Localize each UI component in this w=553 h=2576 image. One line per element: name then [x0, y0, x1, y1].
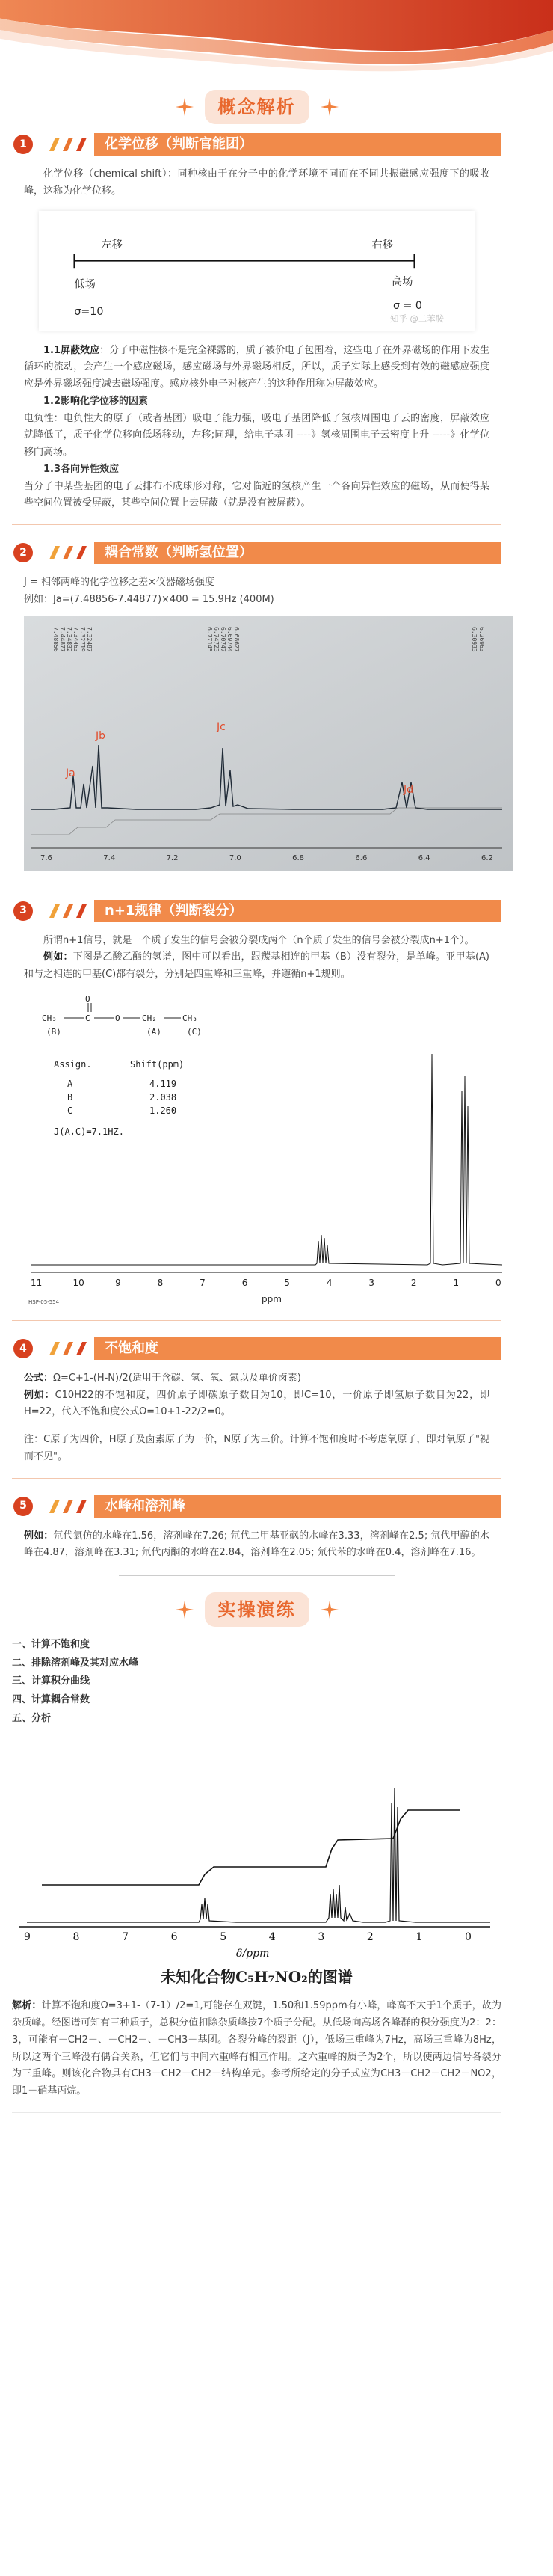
axis-label: δ/ppm [236, 1948, 270, 1960]
ethyl-acetate-nmr [24, 993, 501, 1308]
axis-tick-label: 6 [241, 1277, 248, 1288]
axis-tick-label: 4 [268, 1931, 276, 1944]
section-title: 耦合常数（判断氢位置） [94, 542, 501, 564]
svg-text:CH₃: CH₃ [182, 1013, 197, 1023]
label-ja: Ja [66, 767, 75, 779]
shift-cell: 2.038 [149, 1091, 177, 1103]
step-item: 四、计算耦合常数 [12, 1694, 90, 1706]
peak-shift-label: 7.32487 [86, 626, 93, 652]
axis-tick-label: 7 [122, 1931, 129, 1944]
section-bar [12, 900, 501, 922]
peak-shift-label: 7.44877 [59, 626, 66, 652]
section-bar [12, 1495, 501, 1518]
structure-label-b: (B) [46, 1026, 61, 1037]
axis-tick-label: 8 [157, 1277, 164, 1288]
svg-text:CH₃: CH₃ [42, 1013, 57, 1023]
unknown-compound-spectrum [12, 1735, 501, 1960]
axis-tick-label: 2 [366, 1931, 374, 1944]
anisotropy-title: 1.3各向异性效应 [43, 463, 120, 475]
banner-waves [0, 0, 553, 82]
unsaturation-formula: 公式：Ω=C+1-(H-N)/2(适用于含碳、氢、氧、氮以及单价卤素) [24, 1372, 301, 1384]
step-item: 五、分析 [12, 1712, 52, 1724]
axis-tick-label: 0 [465, 1931, 472, 1944]
axis-tick-label: 5 [220, 1931, 227, 1944]
section-chemical-shift [12, 133, 501, 512]
axis-tick-label: 8 [72, 1931, 80, 1944]
coupling-value: J(A,C)=7.1HZ. [54, 1126, 124, 1137]
section-number: 3 [13, 901, 33, 921]
step-item: 二、排除溶剂峰及其对应水峰 [12, 1657, 139, 1669]
right-shift-label: 右移 [371, 239, 393, 251]
slashes-icon [43, 1340, 90, 1357]
shielding-effect-text: 1.1屏蔽效应：分子中磁性核不是完全裸露的，质子被价电子包围着，这些电子在外界磁场的作用下发生循环的流动，会产生一个感应磁场，感应磁场与外界磁场相反，所以，质子实际上感受到有效的磁感应强度应是外界磁场强度减去磁场强度。感应核外电子对核产生的这种作用称为屏蔽效应。 [24, 344, 489, 390]
axis-tick-label: 3 [318, 1931, 325, 1944]
axis-label: ppm [262, 1293, 282, 1304]
axis-tick-label: 10 [72, 1277, 84, 1288]
sigma-high-label: σ = 0 [392, 299, 422, 312]
peak-shift-label: 7.48856 [52, 626, 59, 652]
peak-shift-label: 7.34463 [72, 626, 79, 652]
practice-header [0, 1592, 513, 1627]
section-number: 2 [13, 543, 33, 562]
axis-ticks [24, 1931, 472, 1943]
slashes-icon [43, 1498, 90, 1515]
sigma-low-label: σ=10 [74, 305, 104, 318]
coupling-definition: J = 相邻两峰的化学位移之差×仪器磁场强度 [24, 577, 214, 588]
axis-tick-label: 1 [415, 1931, 423, 1944]
concept-header [0, 90, 513, 124]
unknown-spectrum [12, 1735, 501, 1960]
high-field-label: 高场 [392, 275, 413, 288]
svg-text:C: C [85, 1013, 90, 1023]
shift-direction-figure [39, 211, 475, 331]
section-number: 4 [13, 1339, 33, 1358]
peak-shift-label: 7.32719 [79, 626, 86, 652]
unsaturation-example: 例如：C10H22的不饱和度，四价原子即碳原子数目为10，即C=10，一价原子即氢原子数目为22，即H=22，代入不饱和度公式Ω=10+1-22/2=0。 [24, 1389, 489, 1418]
section-number: 1 [13, 135, 33, 154]
slashes-icon [43, 545, 90, 561]
chemical-shift-intro: 化学位移（chemical shift）：同种核由于在分子中的化学环境不同而在不同共振磁感应强度下的吸收峰，这称为化学位移。 [24, 168, 489, 197]
axis-tick-label: 6.4 [418, 853, 430, 862]
shift-header: Shift(ppm) [130, 1058, 185, 1070]
section-bar [12, 542, 501, 564]
structure-label-a: (A) [146, 1026, 161, 1037]
axis-tick-label: 4 [326, 1277, 333, 1288]
assign-cell: A [67, 1078, 73, 1089]
axis-tick-label: 9 [24, 1931, 31, 1944]
peak-shift-label: 6.69744 [226, 626, 233, 652]
section-unsaturation [12, 1337, 501, 1466]
axis-tick-label: 3 [368, 1277, 375, 1288]
peak-shift-label: 6.77145 [206, 626, 213, 652]
peak-labels-group1 [52, 627, 93, 652]
ethyl-acetate-spectrum [24, 994, 513, 1308]
sparkle-icon [320, 97, 339, 117]
coupling-example: 例如：Ja=(7.48856-7.44877)×400 = 15.9Hz (400M) [24, 593, 274, 605]
top-banner [0, 0, 513, 82]
peak-shift-label: 6.30933 [471, 626, 478, 652]
peak-shift-label: 7.34832 [66, 626, 72, 652]
axis-tick-label: 11 [31, 1277, 43, 1288]
factors-title: 1.2影响化学位移的因素 [43, 395, 149, 407]
structure-label-c: (C) [187, 1026, 202, 1037]
axis-tick-label: 6 [170, 1931, 178, 1944]
peak-shift-label: 6.74723 [213, 626, 220, 652]
axis-tick-label: 6.8 [292, 853, 305, 862]
divider [12, 1478, 501, 1479]
n1-example: 例如：下图是乙酸乙酯的氢谱，图中可以看出，跟羰基相连的甲基（B）没有裂分，是单峰。亚甲基(A)和与之相连的甲基(C)都有裂分，分别是四重峰和三重峰，并遵循n+1规则。 [24, 951, 489, 980]
shift-cell: 1.260 [149, 1105, 177, 1116]
axis-tick-label: 1 [453, 1277, 460, 1288]
section-title: n+1规律（判断裂分） [94, 900, 501, 922]
coupling-spectrum-photo [24, 616, 493, 871]
peak-labels-group3 [471, 627, 485, 652]
n1-definition: 所谓n+1信号，就是一个质子发生的信号会被分裂成两个（n个质子发生的信号会被分裂成n+1个）。 [43, 934, 475, 946]
step-item: 三、计算积分曲线 [12, 1675, 90, 1687]
axis-tick-label: 2 [410, 1277, 417, 1288]
spectrum-caption: 未知化合物C₅H₇NO₂的图谱 [161, 1968, 353, 1987]
slashes-icon [43, 136, 90, 153]
axis-tick-label: 7.4 [103, 853, 116, 862]
svg-text:O: O [115, 1013, 120, 1023]
section-bar [12, 133, 501, 156]
step-item: 一、计算不饱和度 [12, 1639, 90, 1650]
section-title: 水峰和溶剂峰 [94, 1495, 501, 1518]
section-number: 5 [13, 1497, 33, 1516]
solvent-example: 例如：氘代氯仿的水峰在1.56，溶剂峰在7.26; 氘代二甲基亚砜的水峰在3.33，溶剂峰在2.5; 氘代甲醇的水峰在4.87，溶剂峰在3.31; 氘代丙酮的水峰在2.84，溶剂峰在2.05; 氘代苯的水峰在0.4，溶剂峰在7.16。 [24, 1530, 489, 1559]
axis-tick-label: 7.6 [40, 853, 52, 862]
section-bar [12, 1337, 501, 1360]
coupling-spectrum [24, 616, 513, 871]
sparkle-icon [175, 1600, 194, 1619]
svg-text:O: O [85, 993, 90, 1004]
axis-tick-label: 7.2 [166, 853, 179, 862]
spectrum-peaks [27, 1788, 490, 1922]
label-jc: Jc [217, 720, 226, 733]
spectrum-code: HSP-05-554 [28, 1298, 60, 1305]
sparkle-icon [175, 97, 194, 117]
section-coupling-constant [12, 542, 501, 871]
watermark: 知乎 @二苯胺 [390, 313, 444, 324]
peak-labels-group2 [206, 627, 240, 652]
axis-tick-label: 9 [115, 1277, 121, 1288]
low-field-label: 低场 [74, 278, 96, 291]
sparkle-icon [320, 1600, 339, 1619]
shift-cell: 4.119 [149, 1078, 177, 1089]
assign-header: Assign. [54, 1058, 92, 1070]
peak-shift-label: 6.68627 [233, 626, 240, 652]
bottom-line [12, 2112, 501, 2113]
practice-steps [0, 1636, 513, 1728]
section-n1-rule [12, 900, 501, 1308]
section-title: 不饱和度 [94, 1337, 501, 1360]
axis-tick-label: 5 [284, 1277, 290, 1288]
peak-shift-label: 6.70747 [220, 626, 226, 652]
left-shift-label: 左移 [101, 239, 123, 251]
practice-title: 实操演练 [205, 1592, 309, 1627]
axis-tick-label: 7.0 [229, 853, 241, 862]
divider [12, 524, 501, 525]
axis-tick-label: 6.6 [355, 853, 368, 862]
assign-cell: B [67, 1091, 73, 1103]
section-end-line [119, 1575, 395, 1576]
axis-tick-label: 6.2 [481, 853, 493, 862]
anisotropy-text: 当分子中某些基团的电子云排布不成球形对称，它对临近的氢核产生一个各向异性效应的磁场，从而使得某些空间位置被受屏蔽，某些空间位置上去屏蔽（就是没有被屏蔽）。 [24, 480, 489, 509]
concept-title: 概念解析 [205, 90, 309, 124]
factors-text: 电负性：电负性大的原子（或者基团）吸电子能力强，吸电子基团降低了氢核周围电子云的密度，屏蔽效应就降低了，质子化学位移向低场移动，左移;同理，给电子基团 ----》氢核周围电子云密度上升 -----》化学位移向高场。 [24, 412, 489, 458]
svg-text:CH₂: CH₂ [142, 1013, 157, 1023]
assign-cell: C [67, 1105, 73, 1116]
axis-tick-label: 0 [495, 1277, 501, 1288]
section-solvent-peaks [12, 1495, 501, 1563]
sub-title: 1.1屏蔽效应 [43, 344, 100, 356]
shift-diagram [39, 211, 475, 331]
divider [12, 1320, 501, 1321]
unsaturation-note: 注：C原子为四价，H原子及卤素原子为一价，N原子为三价。计算不饱和度时不考虑氧原子，即对氧原子"视而不见"。 [24, 1434, 489, 1462]
analysis-text: 解析：计算不饱和度Ω=3+1-（7-1）/2=1,可能存在双键，1.50和1.59ppm有小峰，峰高不大于1个质子，故为杂质峰。经图谱可知有三种质子，总积分值扣除杂质峰按7个质子分配。从低场向高场各峰群的积分强度为2：2：3，可能有－CH2－、－CH2－、－CH3－基团。各裂分峰的裂距（J），低场三重峰为7Hz，高场三重峰为8Hz，所以这两个三峰没有偶合关系，但它们与中间六重峰有相互作用。这六重峰的质子为2个，所以使两边信号各裂分为三重峰。则该化合物具有CH3－CH2－CH2－结构单元。参考所给定的分子式应为CH3－CH2－CH2－NO2，即1－硝基丙烷。 [12, 2000, 501, 2097]
label-jb: Jb [96, 729, 106, 742]
label-jd: Jd [404, 783, 414, 796]
slashes-icon [43, 903, 90, 919]
section-title: 化学位移（判断官能团） [94, 133, 501, 156]
axis-tick-label: 7 [200, 1277, 206, 1288]
peak-shift-label: 6.26963 [478, 626, 485, 652]
